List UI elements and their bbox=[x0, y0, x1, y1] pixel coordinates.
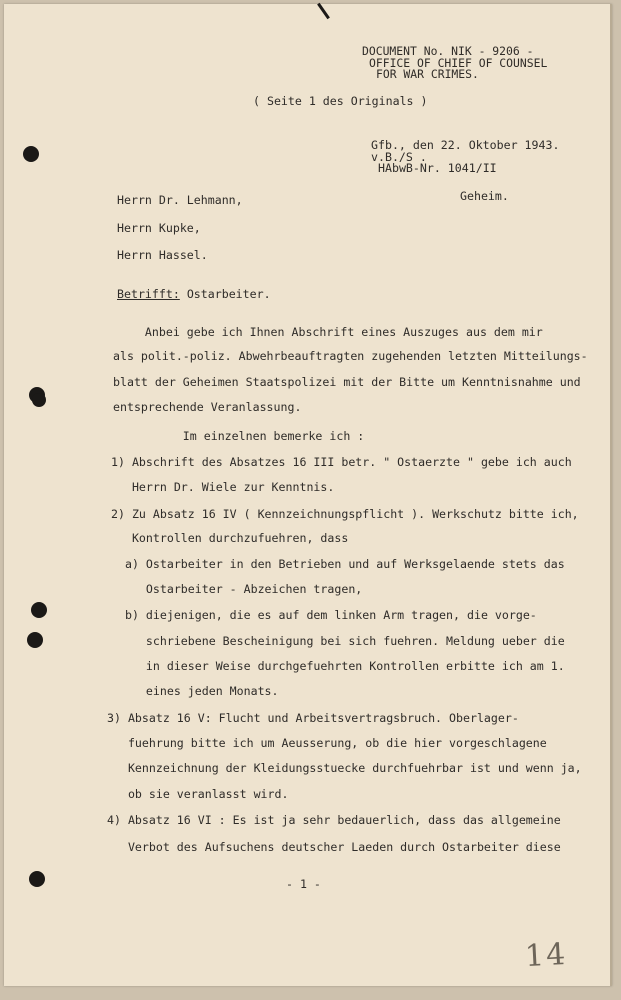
recipient: Herrn Hassel. bbox=[117, 248, 208, 262]
stamp-line-3: FOR WAR CRIMES. bbox=[376, 67, 479, 81]
punch-hole bbox=[31, 602, 47, 618]
body-line: als polit.-poliz. Abwehrbeauftragten zugehenden letzten Mitteilungs- bbox=[113, 349, 588, 363]
body-line: Ostarbeiter - Abzeichen tragen, bbox=[111, 582, 363, 596]
body-line: 3) Absatz 16 V: Flucht und Arbeitsvertragsbruch. Oberlager- bbox=[107, 711, 519, 725]
body-line: a) Ostarbeiter in den Betrieben und auf Werksgelaende stets das bbox=[111, 557, 565, 571]
body-line: schriebene Bescheinigung bei sich fuehren. Meldung ueber die bbox=[111, 634, 565, 648]
body-line: blatt der Geheimen Staatspolizei mit der Bitte um Kenntnisnahme und bbox=[113, 375, 581, 389]
subject-line bbox=[117, 287, 271, 301]
punch-hole bbox=[32, 393, 46, 407]
body-line: ob sie veranlasst wird. bbox=[107, 787, 289, 801]
body-line: b) diejenigen, die es auf dem linken Arm tragen, die vorge- bbox=[111, 608, 537, 622]
handwritten-page-mark: 14 bbox=[524, 936, 569, 975]
body-line: eines jeden Monats. bbox=[111, 684, 279, 698]
stamp-line-1: DOCUMENT No. NIK - 9206 - bbox=[362, 44, 534, 58]
body-line: entsprechende Veranlassung. bbox=[113, 400, 302, 414]
body-line: Anbei gebe ich Ihnen Abschrift eines Auszuges aus dem mir bbox=[110, 325, 543, 339]
recipient: Herrn Dr. Lehmann, bbox=[117, 193, 243, 207]
page-number: - 1 - bbox=[286, 877, 321, 891]
body-line: Im einzelnen bemerke ich : bbox=[113, 429, 365, 443]
subject-text: Ostarbeiter. bbox=[186, 287, 271, 301]
body-line: 1) Abschrift des Absatzes 16 III betr. " Ostaerzte " gebe ich auch bbox=[111, 455, 572, 469]
body-line: in dieser Weise durchgefuehrten Kontrollen erbitte ich am 1. bbox=[111, 659, 565, 673]
stamp-line-2: OFFICE OF CHIEF OF COUNSEL bbox=[369, 56, 548, 70]
classification: Geheim. bbox=[460, 189, 509, 203]
date-line: Gfb., den 22. Oktober 1943. bbox=[371, 138, 560, 152]
punch-hole bbox=[27, 632, 43, 648]
punch-hole bbox=[29, 871, 45, 887]
recipient: Herrn Kupke, bbox=[117, 221, 201, 235]
body-line: Herrn Dr. Wiele zur Kenntnis. bbox=[111, 480, 335, 494]
paper-edge bbox=[610, 4, 612, 986]
body-line: 2) Zu Absatz 16 IV ( Kennzeichnungspflicht ). Werkschutz bitte ich, bbox=[111, 507, 579, 521]
body-line: Kennzeichnung der Kleidungsstuecke durchfuehrbar ist und wenn ja, bbox=[107, 761, 582, 775]
reference-line-2: HAbwB-Nr. 1041/II bbox=[378, 161, 497, 175]
body-line: Verbot des Aufsuchens deutscher Laeden durch Ostarbeiter diese bbox=[107, 840, 561, 854]
page-header: ( Seite 1 des Originals ) bbox=[253, 94, 428, 108]
punch-hole bbox=[23, 146, 39, 162]
body-line: fuehrung bitte ich um Aeusserung, ob die hier vorgeschlagene bbox=[107, 736, 547, 750]
subject-label: Betrifft: bbox=[117, 287, 180, 301]
reference-line-1: v.B./S . bbox=[371, 150, 427, 164]
body-line: 4) Absatz 16 VI : Es ist ja sehr bedauerlich, dass das allgemeine bbox=[107, 813, 561, 827]
body-line: Kontrollen durchzufuehren, dass bbox=[111, 531, 349, 545]
